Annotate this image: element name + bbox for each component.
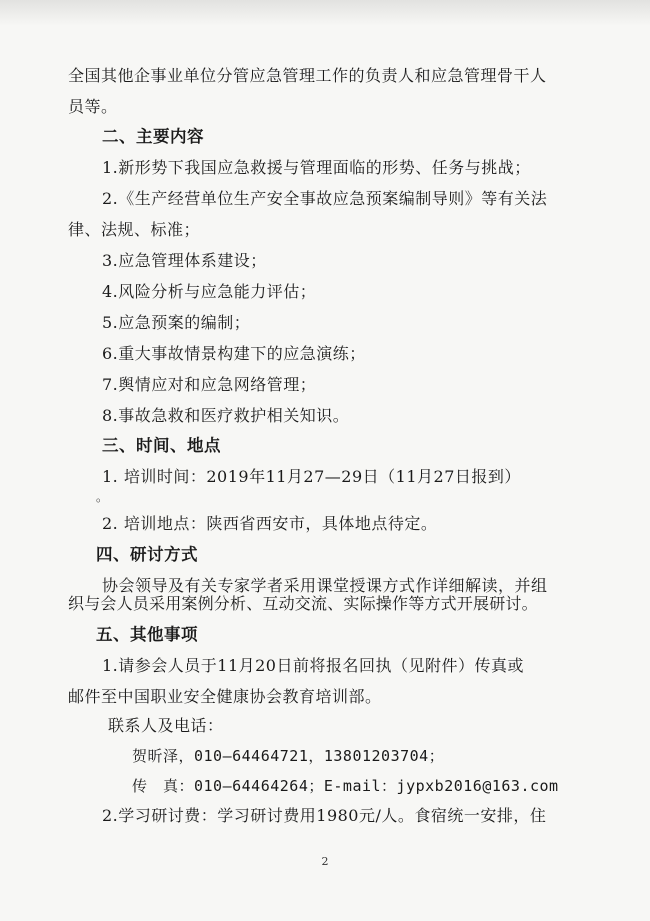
- fax-email: 传 真：010—64464264；E-mail：jypxb2016@163.com: [132, 777, 559, 795]
- section4-heading: 四、研讨方式: [96, 545, 198, 564]
- scan-shadow: [0, 0, 650, 26]
- page-number: 2: [321, 855, 329, 868]
- training-place: 2. 培训地点：陕西省西安市，具体地点待定。: [102, 514, 438, 533]
- other-item-1-line-2: 邮件至中国职业安全健康协会教育培训部。: [68, 687, 382, 706]
- content-item-5: 5.应急预案的编制；: [102, 313, 251, 332]
- intro-line-1: 全国其他企事业单位分管应急管理工作的负责人和应急管理骨干人: [68, 66, 547, 85]
- section5-heading: 五、其他事项: [96, 625, 198, 644]
- content-item-8: 8.事故急救和医疗救护相关知识。: [102, 406, 350, 425]
- content-item-1: 1.新形势下我国应急救援与管理面临的形势、任务与挑战；: [102, 158, 531, 177]
- other-item-1-line-1: 1.请参会人员于11月20日前将报名回执（见附件）传真或: [102, 656, 524, 675]
- content-item-2: 2.《生产经营单位生产安全事故应急预案编制导则》等有关法: [102, 189, 548, 208]
- discussion-line-2: 织与会人员采用案例分析、互动交流、实际操作等方式开展研讨。: [68, 594, 538, 613]
- training-time: 1. 培训时间：2019年11月27—29日（11月27日报到）: [102, 467, 521, 486]
- section2-heading: 二、主要内容: [102, 127, 204, 146]
- content-item-7: 7.舆情应对和应急网络管理；: [102, 375, 317, 394]
- other-item-2-line-1: 2.学习研讨费：学习研讨费用1980元/人。食宿统一安排，住: [102, 806, 547, 825]
- contact-person: 贺昕泽，010—64464721，13801203704；: [132, 747, 445, 765]
- section3-heading: 三、时间、地点: [102, 436, 221, 455]
- content-item-3: 3.应急管理体系建设；: [102, 251, 267, 270]
- content-item-4: 4.风险分析与应急能力评估；: [102, 282, 317, 301]
- contact-label: 联系人及电话：: [108, 716, 224, 735]
- training-time-tail: 。: [96, 490, 109, 504]
- content-item-2-cont: 律、法规、标准；: [68, 220, 201, 239]
- intro-line-2: 员等。: [68, 97, 118, 116]
- discussion-line-1: 协会领导及有关专家学者采用课堂授课方式作详细解读，并组: [102, 576, 548, 595]
- content-item-6: 6.重大事故情景构建下的应急演练；: [102, 344, 366, 363]
